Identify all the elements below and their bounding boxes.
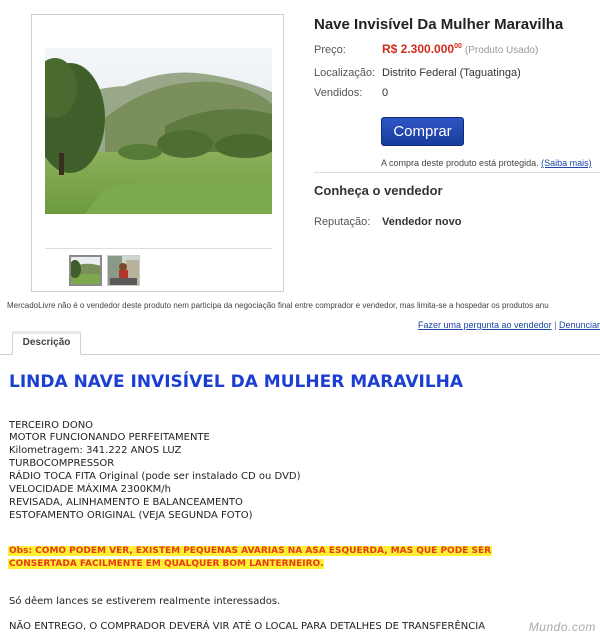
- price-row: [382, 42, 538, 56]
- bid-note: Só dêem lances se estiverem realmente interessados.: [9, 596, 281, 607]
- description-title: LINDA NAVE INVISÍVEL DA MULHER MARAVILHA: [9, 372, 464, 392]
- disclaimer-text: MercadoLivre não é o vendedor deste produto nem participa da negociação final entre comprador e vendedor, mas limita-se a hospedar os produtos anu: [7, 301, 549, 310]
- divider: [314, 172, 600, 173]
- link-separator: |: [554, 320, 557, 330]
- report-link[interactable]: Denunciar: [558, 320, 600, 330]
- delivery-note: NÃO ENTREGO, O COMPRADOR DEVERÁ VIR ATÉ O LOCAL PARA DETALHES DE TRANSFERÊNCIA: [9, 621, 486, 632]
- spec-line: VELOCIDADE MÁXIMA 2300KM/h: [9, 484, 171, 495]
- sold-value: 0: [382, 87, 389, 99]
- location-value: Distrito Federal (Taguatinga): [382, 67, 521, 79]
- product-header: [0, 0, 600, 300]
- reputation-value: Vendedor novo: [382, 216, 462, 228]
- main-product-photo[interactable]: [45, 48, 272, 214]
- thumbnail-2[interactable]: [107, 255, 140, 286]
- photo-gallery: [31, 14, 284, 292]
- product-title: Nave Invisível Da Mulher Maravilha: [314, 16, 564, 33]
- seller-heading: Conheça o vendedor: [314, 183, 443, 198]
- sold-label: Vendidos:: [314, 87, 363, 99]
- tab-baseline: [0, 354, 600, 355]
- spec-line: Kilometragem: 341.222 ANOS LUZ: [9, 445, 182, 456]
- thumbnail-1[interactable]: [69, 255, 102, 286]
- seller-action-links: [418, 320, 600, 330]
- observation-highlight: Obs: COMO PODEM VER, EXISTEM PEQUENAS AVARIAS NA ASA ESQUERDA, MAS QUE PODE SER: [9, 546, 492, 556]
- thumbnail-divider: [45, 248, 272, 249]
- condition-text: (Produto Usado): [464, 45, 539, 56]
- tab-description[interactable]: Descrição: [12, 331, 81, 355]
- ask-question-link[interactable]: Fazer uma pergunta ao vendedor: [418, 320, 552, 330]
- reputation-label: Reputação:: [314, 216, 371, 228]
- watermark: Mundo.com: [528, 620, 596, 634]
- spec-line: REVISADA, ALINHAMENTO E BALANCEAMENTO: [9, 497, 243, 508]
- learn-more-link[interactable]: (Saiba mais): [541, 158, 592, 168]
- price-label: Preço:: [314, 44, 346, 56]
- spec-line: ESTOFAMENTO ORIGINAL (VEJA SEGUNDA FOTO): [9, 510, 253, 521]
- buy-button[interactable]: Comprar: [381, 117, 464, 146]
- purchase-protection: A compra deste produto está protegida. (Saiba mais): [381, 158, 592, 168]
- spec-line: TURBOCOMPRESSOR: [9, 458, 115, 469]
- observation-highlight: CONSERTADA FACILMENTE EM QUALQUER BOM LANTERNEIRO.: [9, 559, 324, 569]
- location-label: Localização:: [314, 67, 376, 79]
- spec-line: RÁDIO TOCA FITA Original (pode ser instalado CD ou DVD): [9, 471, 301, 482]
- price-value: R$ 2.300.000$^{00}$: [382, 42, 462, 56]
- spec-line: TERCEIRO DONO: [9, 420, 94, 431]
- spec-line: MOTOR FUNCIONANDO PERFEITAMENTE: [9, 432, 210, 443]
